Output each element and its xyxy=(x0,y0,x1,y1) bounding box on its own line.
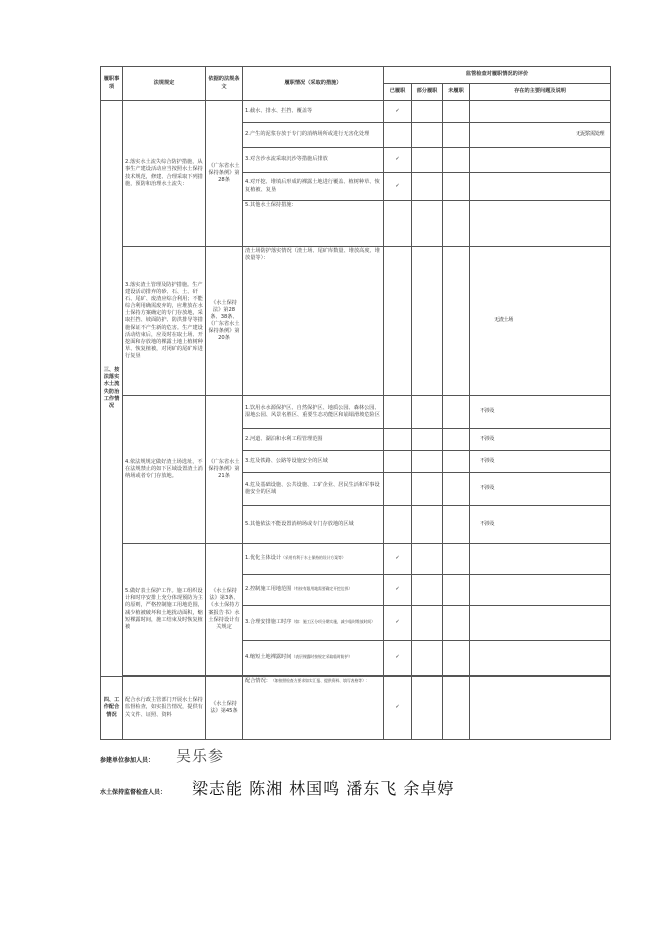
g1-item-5-check xyxy=(384,201,412,247)
g3-basis: 《广东省水土保持条例》第21条 xyxy=(206,396,243,544)
table-row xyxy=(101,677,611,740)
s4-check: ✓ xyxy=(384,677,412,740)
g2-note: 无渣土场 xyxy=(470,247,611,396)
g1-item-2-check xyxy=(384,123,412,148)
g4-item-1-sub: （采用有利于水土保持的设计方案等） xyxy=(281,555,346,561)
s4-perf-text: 配合情况： xyxy=(245,678,271,684)
g4-item-4-sub: （表层裸露时按规定采取临时防护） xyxy=(291,654,353,660)
g4-rule: 5.做好表土保护工作。施工组织设计和时序安排上充分体现预防为主的原则，严格控制施工用地范围，减少植被破坏和土地扰动面积，缩短裸露时间，施工结束及时恢复植被 xyxy=(123,544,206,676)
header-performance: 履职情况（采取的措施） xyxy=(243,67,384,101)
g4-item-2-check: ✓ xyxy=(384,575,412,606)
g3-item-1: 1.饮用水水源保护区、自然保护区、地质公园、森林公园、湿地公园、风景名胜区、重要生态功能区和崩塌滑坡危险区 xyxy=(243,396,384,429)
table-header-row xyxy=(101,67,611,84)
g1-item-5: 5.其他水土保持措施： xyxy=(243,201,384,247)
g1-rule: 2.落实水土流失综合防护措施，从事生产建设活动应当按照水土保持技术规范，修建、合理采取下列措施，预防和治理水土流失： xyxy=(123,101,206,247)
header-evaluation: 监管检查对履职情况的评价 xyxy=(384,67,611,84)
g1-item-1-check: ✓ xyxy=(384,101,412,123)
inspector-label: 水土保持监督检查人员： xyxy=(100,789,167,796)
section4-label: 四、工作配合情况 xyxy=(101,677,123,740)
g1-basis: 《广东省水土保持条例》第28条 xyxy=(206,101,243,247)
g4-item-1-check: ✓ xyxy=(384,544,412,575)
g3-item-5: 5.其他依法不能设置消纳场或专门存放地的区域 xyxy=(243,506,384,544)
g1-item-2: 2.产生的泥浆存放于专门的消纳场所或进行无害化处理 xyxy=(243,123,384,148)
g4-item-3-text: 3.合理安排施工时序 xyxy=(245,619,292,626)
header-item: 履职事项 xyxy=(101,67,123,101)
g4-item-1 xyxy=(243,544,384,575)
g2-performance: 渣土场防护落实情况（渣土场、尾矿库数量、堆放高度、堆放量等）： xyxy=(243,247,384,396)
table-row xyxy=(101,544,611,575)
header-rule: 法规规定 xyxy=(123,67,206,101)
g1-item-1-note xyxy=(470,101,611,123)
g3-item-3-note: 不涉及 xyxy=(470,451,611,473)
s4-perf-sub: （如按照检查方要求如实汇报、提供资料、填写表格等）： xyxy=(270,678,370,683)
g1-item-4: 4.对开挖、堆填后形成的裸露土地进行覆盖、植树种草、恢复植被、复垦 xyxy=(243,173,384,201)
header-done: 已履职 xyxy=(384,84,412,101)
section3-label: 三、按法落实水土流失防治工作情况 xyxy=(101,101,123,677)
g1-item-3-note xyxy=(470,148,611,173)
g1-item-4-check: ✓ xyxy=(384,173,412,201)
builder-signature: 吴乐参 xyxy=(176,747,225,765)
table-row xyxy=(101,101,611,123)
g3-item-1-note: 不涉及 xyxy=(470,396,611,429)
g3-item-3: 3.危及铁路、公路等设施安全的区域 xyxy=(243,451,384,473)
s4-basis: 《水土保持法》第45条 xyxy=(206,677,243,740)
g4-item-3-sub: （如：施工区分项分期实施，减少临时堆放时间） xyxy=(291,619,375,625)
s4-rule: 配合水行政主管部门开展水土保持监督检查，如实报告情况，提供有关文件、证照、资料 xyxy=(123,677,206,740)
s4-performance xyxy=(243,677,384,740)
g3-item-4: 4.危及基础设施、公共设施、工矿企业、居民生活和军事设施安全的区域 xyxy=(243,473,384,506)
inspector-signatures: 梁志能 陈湘 林国鸣 潘东飞 余卓婷 xyxy=(192,779,455,798)
g4-item-3-check: ✓ xyxy=(384,606,412,641)
table-row xyxy=(101,247,611,396)
header-partial: 部分履职 xyxy=(412,84,443,101)
header-none: 未履职 xyxy=(443,84,470,101)
g3-item-5-note: 不涉及 xyxy=(470,506,611,544)
g3-rule: 4.依法规规定做好渣土场选址，不在法规禁止的如下区域设置渣土消纳场或者专门存放地。 xyxy=(123,396,206,544)
g1-item-5-note xyxy=(470,201,611,247)
g4-item-2-sub: （有按有限用地需要确定开挖边界） xyxy=(291,586,353,592)
g4-item-3 xyxy=(243,606,384,641)
header-problem: 存在的主要问题及说明 xyxy=(470,84,611,101)
table-row xyxy=(101,396,611,429)
g4-item-4 xyxy=(243,641,384,676)
g4-basis: 《水土保持法》第3条、《水土保持方案报告书》水土保持设计有关规定 xyxy=(206,544,243,676)
g3-item-4-note: 不涉及 xyxy=(470,473,611,506)
g1-item-2-note: 无泥浆需处理 xyxy=(470,123,611,148)
g1-item-1: 1.截水、排水、拦挡、覆盖等 xyxy=(243,101,384,123)
g1-item-3: 3.对含沙水流采取沉沙等措施后排放 xyxy=(243,148,384,173)
builder-label: 参建单位参加人员： xyxy=(100,757,155,764)
g4-item-4-check: ✓ xyxy=(384,641,412,676)
g3-item-2-note: 不涉及 xyxy=(470,429,611,451)
g1-item-3-check: ✓ xyxy=(384,148,412,173)
header-basis: 依据的法规条文 xyxy=(206,67,243,101)
evaluation-table xyxy=(100,66,611,740)
g2-rule: 3.落实渣土管理及防护措施。生产建设活动排弃的砂、石、土、矸石、尾矿、废渣应综合利用；不能综合利用确需废弃的，应堆放在水土保持方案确定的专门存放地，采取拦挡、坡面防护、防洪排导等措施保证不产生新的危害。生产建设活动结束后，应及时在取土场、开挖面和存放地的裸露土地上植树种草、恢复植被，对闭矿的尾矿库进行复垦 xyxy=(123,247,206,396)
g4-item-1-text: 1.优化主体设计 xyxy=(245,555,282,562)
g2-basis: 《水土保持法》第28条、38条、《广东省水土保持条例》第20条 xyxy=(206,247,243,396)
g3-item-2: 2.河道、湖泊和水利工程管理范围 xyxy=(243,429,384,451)
g1-item-4-note xyxy=(470,173,611,201)
g4-item-2 xyxy=(243,575,384,606)
g4-item-2-text: 2.控制施工用地范围 xyxy=(245,586,292,593)
g4-item-4-text: 4.缩短土地裸露时间 xyxy=(245,654,292,661)
